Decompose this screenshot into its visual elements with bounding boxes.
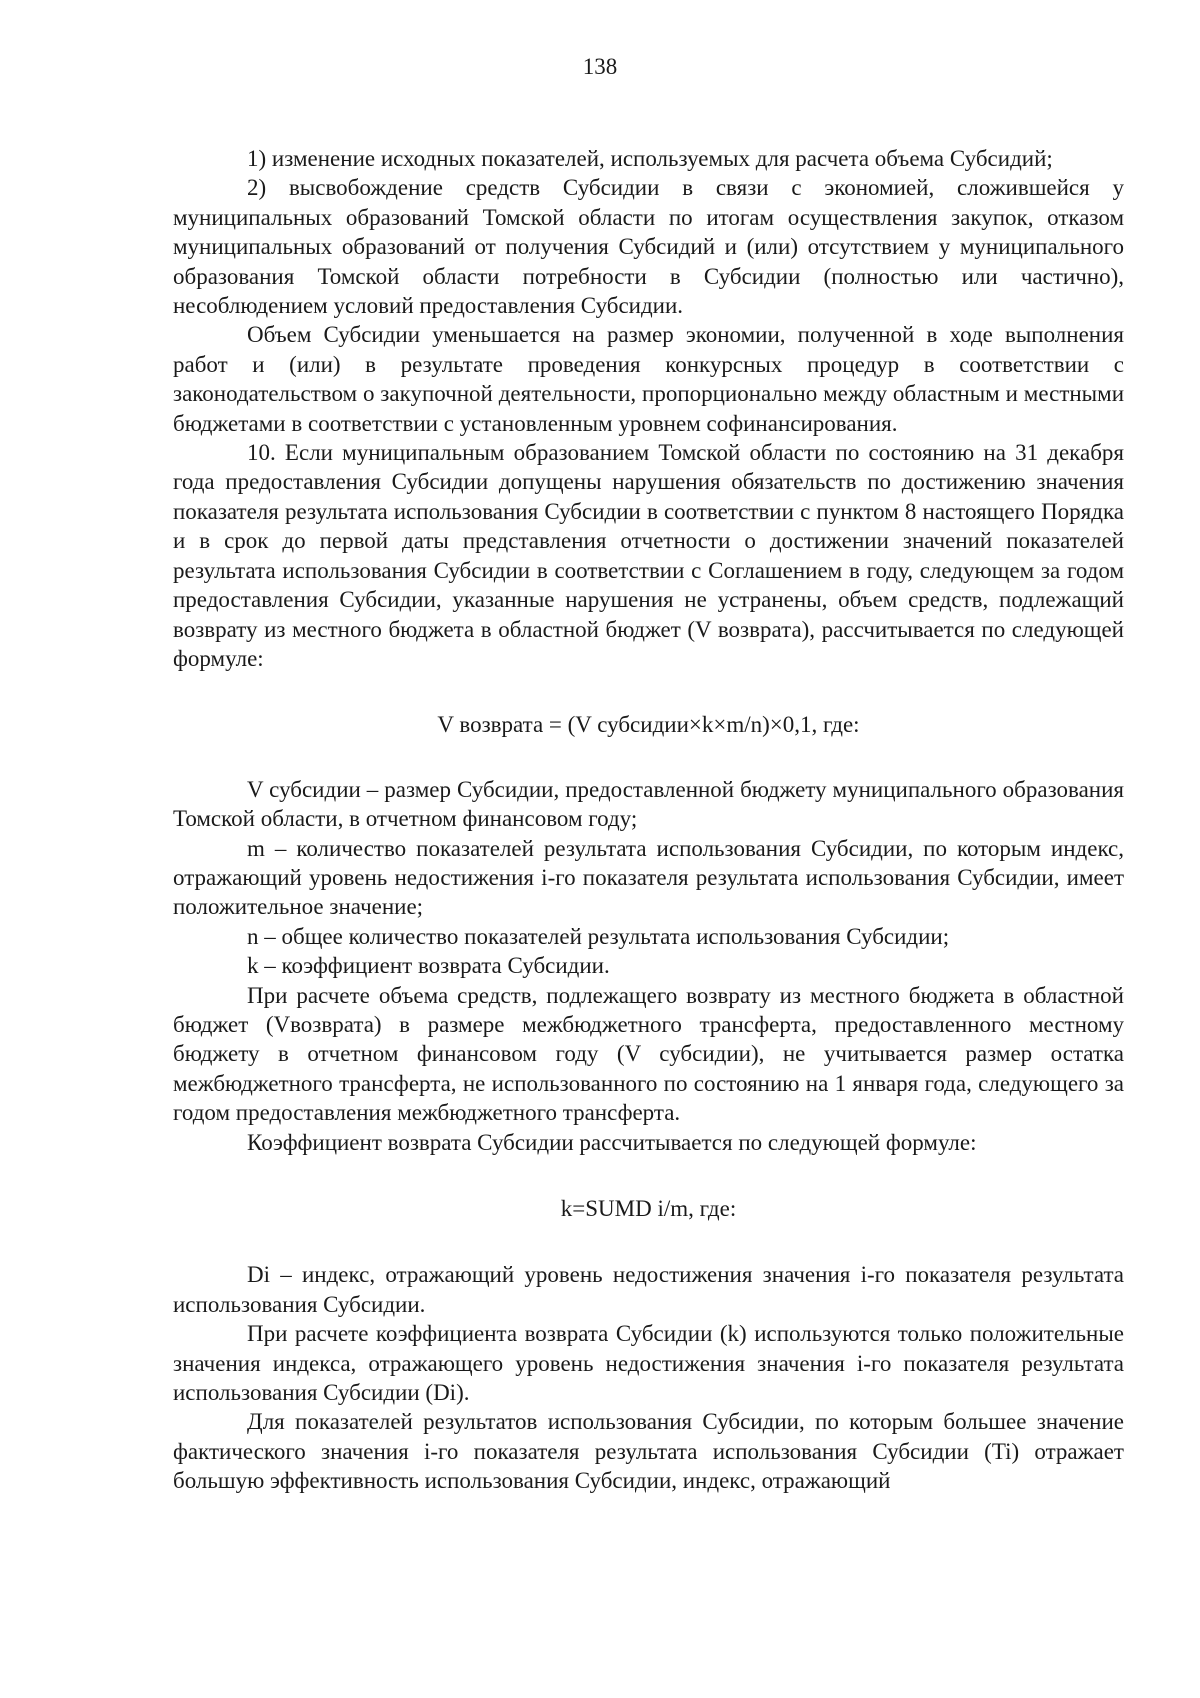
paragraph-6: m – количество показателей результата использования Субсидии, по которым индекс, отражающий уровень недостижения i-го показателя результата использования Субсидии, имеет положительное значение;: [173, 835, 1124, 920]
formula-refund-coefficient: k=SUMD i/m, где:: [560, 1196, 737, 1221]
paragraph-11: Di – индекс, отражающий уровень недостижения значения i-го показателя результата использования Субсидии.: [173, 1262, 1124, 1317]
paragraph-4: 10. Если муниципальным образованием Томской области по состоянию на 31 декабря года предоставления Субсидии допущены нарушения обязательств по достижению значения показателя результата использования Субсидии в соответствии с пунктом 8 настоящего Порядка и в срок до первой даты представления отчетности о достижении значений показателей результата использования Субсидии в соответствии с Соглашением в году, следующем за годом предоставления Субсидии, указанные нарушения не устранены, объем средств, подлежащий возврату из местного бюджета в областной бюджет (V возврата), рассчитывается по следующей формуле:: [173, 440, 1124, 671]
paragraph-2: 2) высвобождение средств Субсидии в связи с экономией, сложившейся у муниципальных образований Томской области по итогам осуществления закупок, отказом муниципальных образований от получения Субсидий и (или) отсутствием у муниципального образования Томской области потребности в Субсидии (полностью или частично), несоблюдением условий предоставления Субсидии.: [173, 175, 1124, 319]
paragraph-5: V субсидии – размер Субсидии, предоставленной бюджету муниципального образования Томской области, в отчетном финансовом году;: [173, 776, 1124, 832]
paragraph-1: 1) изменение исходных показателей, используемых для расчета объема Субсидий;: [247, 146, 1053, 171]
paragraph-13: Для показателей результатов использования Субсидии, по которым большее значение фактического значения i-го показателя результата использования Субсидии (Ti) отражает большую эффективность использования Субсидии, индекс, отражающий: [173, 1409, 1124, 1494]
paragraph-10: Коэффициент возврата Субсидии рассчитывается по следующей формуле:: [247, 1129, 977, 1155]
paragraph-7: n – общее количество показателей результата использования Субсидии;: [247, 923, 950, 949]
document-body: [173, 144, 1124, 1496]
paragraph-8: k – коэффициент возврата Субсидии.: [247, 953, 610, 979]
page-number: 138: [582, 54, 618, 79]
formula-refund-volume: V возврата = (V субсидии×k×m/n)×0,1, где:: [437, 712, 860, 738]
paragraph-9: При расчете объема средств, подлежащего возврату из местного бюджета в областной бюджет (Vвозврата) в размере межбюджетного трансферта, предоставленного местному бюджету в отчетном финансовом году (V субсидии), не учитывается размер остатка межбюджетного трансферта, не использованного по состоянию на 1 января года, следующего за годом предоставления межбюджетного трансферта.: [173, 982, 1124, 1126]
paragraph-12: При расчете коэффициента возврата Субсидии (k) используются только положительные значения индекса, отражающего уровень недостижения значения i-го показателя результата использования Субсидии (Di).: [173, 1321, 1124, 1406]
paragraph-3: Объем Субсидии уменьшается на размер экономии, полученной в ходе выполнения работ и (или) в результате проведения конкурсных процедур в соответствии с законодательством о закупочной деятельности, пропорционально между областным и местными бюджетами в соответствии с установленным уровнем софинансирования.: [173, 322, 1124, 436]
